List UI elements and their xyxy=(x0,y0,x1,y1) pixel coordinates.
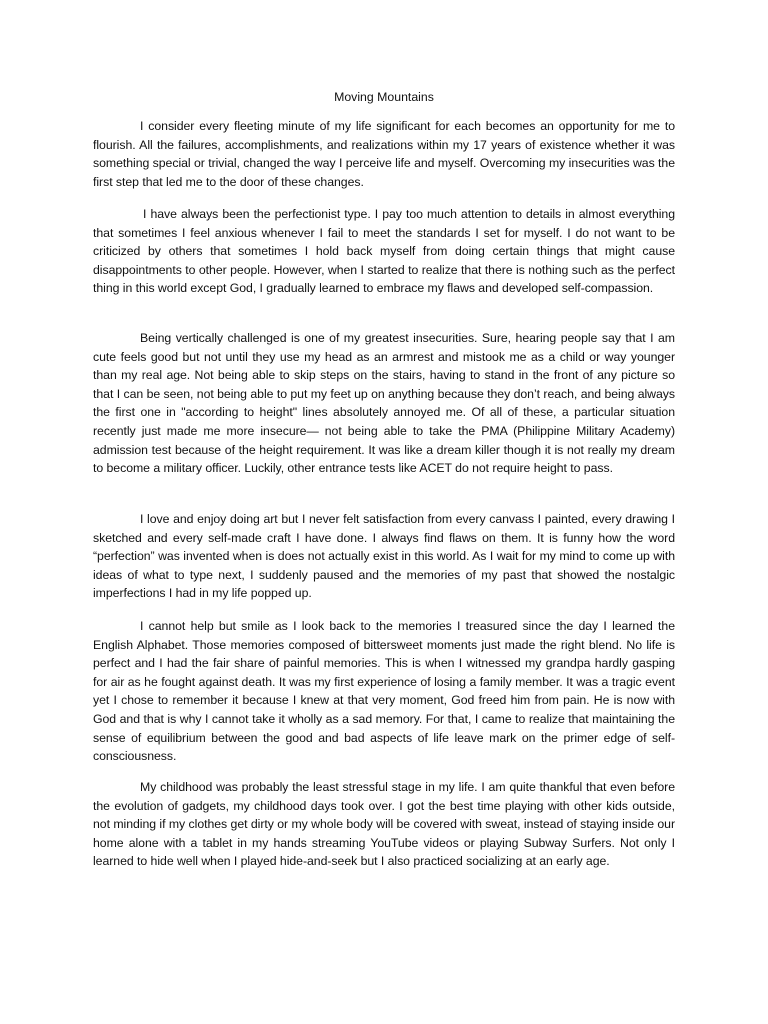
paragraph-5: I cannot help but smile as I look back to the memories I treasured since the day I learned the English Alphabet. Those memories composed of bittersweet moments just made the right blend. No life is perfect and I had the fair share of painful memories. This is when I witnessed my grandpa hardly gasping for air as he fought against death. It was my first experience of losing a family member. It was a tragic event yet I chose to remember it because I knew at that very moment, God freed him from pain. He is now with God and that is why I cannot take it wholly as a sad memory. For that, I came to realize that maintaining the sense of equilibrium between the good and bad aspects of life leave mark on the primer edge of self-consciousness. xyxy=(93,619,675,764)
paragraph-3: Being vertically challenged is one of my greatest insecurities. Sure, hearing people say that I am cute feels good but not until they use my head as an armrest and mistook me as a child or way younger than my real age. Not being able to skip steps on the stairs, having to stand in the front of any picture so that I can be seen, not being able to put my feet up on anything because they don’t reach, and being always the first one in "according to height" lines absolutely annoyed me. Of all of these, a particular situation recently just made me more insecure— not being able to take the PMA (Philippine Military Academy) admission test because of the height requirement. It was like a dream killer though it is not really my dream to become a military officer. Luckily, other entrance tests like ACET do not require height to pass. xyxy=(93,331,675,476)
paragraph-4: I love and enjoy doing art but I never felt satisfaction from every canvass I painted, every drawing I sketched and every self-made craft I have done. I always find flaws on them. It is funny how the word “perfection” was invented when is does not actually exist in this world. As I wait for my mind to come up with ideas of what to type next, I suddenly paused and the memories of my past that showed the nostalgic imperfections I had in my life popped up. xyxy=(93,512,675,601)
paragraph-6: My childhood was probably the least stressful stage in my life. I am quite thankful that even before the evolution of gadgets, my childhood days took over. I got the best time playing with other kids outside, not minding if my clothes get dirty or my whole body will be covered with sweat, instead of staying inside our home alone with a tablet in my hands streaming YouTube videos or playing Subway Surfers. Not only I learned to hide well when I played hide-and-seek but I also practiced socializing at an early age. xyxy=(93,780,675,869)
paragraph-1: I consider every fleeting minute of my life significant for each becomes an opportunity for me to flourish. All the failures, accomplishments, and realizations within my 17 years of existence whether it was something special or trivial, changed the way I perceive life and myself. Overcoming my insecurities was the first step that led me to the door of these changes. xyxy=(93,119,675,189)
document-title: Moving Mountains xyxy=(334,90,434,104)
paragraph-2: I have always been the perfectionist type. I pay too much attention to details in almost everything that sometimes I feel anxious whenever I fail to meet the standards I set for myself. I do not want to be criticized by others that sometimes I hold back myself from doing certain things that might cause disappointments to other people. However, when I started to realize that there is nothing such as the perfect thing in this world except God, I gradually learned to embrace my flaws and developed self-compassion. xyxy=(93,207,675,296)
